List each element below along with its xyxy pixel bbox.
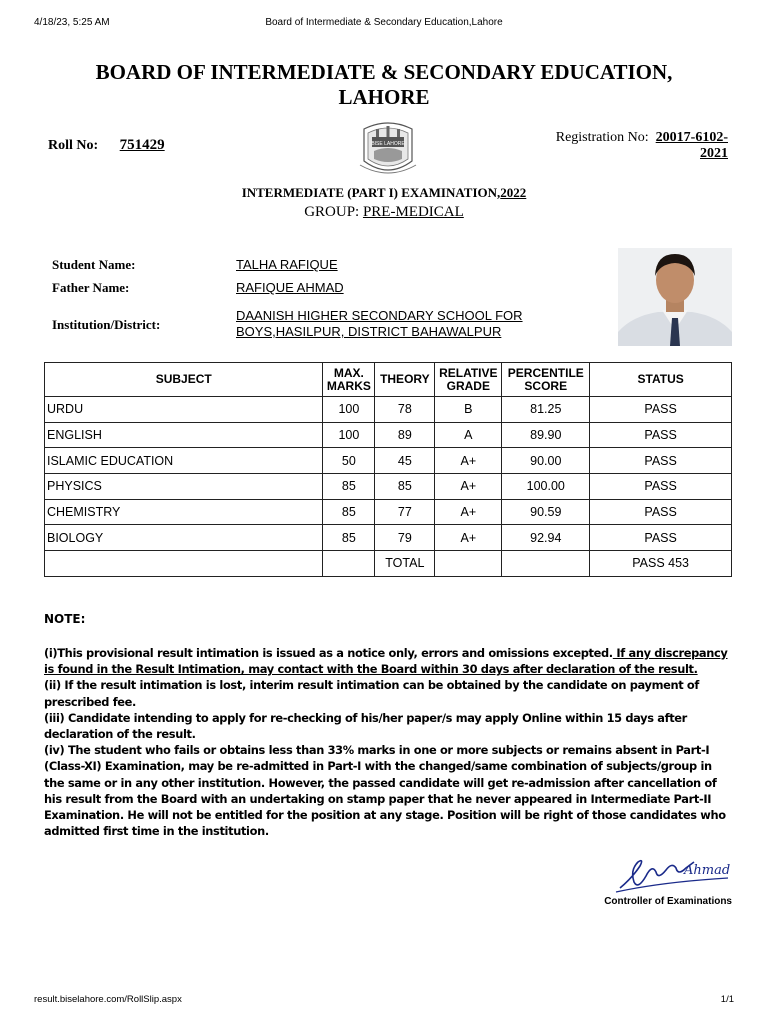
exam-title — [0, 185, 768, 201]
header-status: STATUS — [590, 363, 732, 397]
cell-percentile: 90.00 — [502, 448, 590, 474]
controller-signature — [612, 848, 732, 898]
cell-theory: 45 — [375, 448, 435, 474]
cell-empty — [45, 551, 323, 577]
cell-empty — [323, 551, 375, 577]
note-2: (ii) If the result intimation is lost, interim result intimation can be obtained by the candidate on payment of prescribed fee. — [44, 678, 700, 709]
header-subject: SUBJECT — [45, 363, 323, 397]
exam-group — [0, 204, 768, 221]
student-name-label: Student Name: — [52, 257, 136, 272]
controller-title: Controller of Examinations — [604, 896, 732, 907]
cell-theory: 78 — [375, 397, 435, 423]
cell-grade: B — [435, 397, 502, 423]
group-value: PRE-MEDICAL — [362, 204, 464, 220]
cell-max-marks: 50 — [323, 448, 375, 474]
cell-theory: 89 — [375, 422, 435, 448]
print-date: 4/18/23, 5:25 AM — [34, 17, 110, 28]
footer-page-number: 1/1 — [720, 994, 734, 1005]
footer-url: result.biselahore.com/RollSlip.aspx — [34, 994, 182, 1005]
table-header-row — [45, 363, 732, 397]
roll-number — [48, 137, 165, 154]
exam-name: INTERMEDIATE (PART I) EXAMINATION, — [241, 185, 501, 200]
note-1-text: (i)This provisional result intimation is issued as a notice only, errors and omissions excepted. — [44, 646, 613, 660]
board-logo — [358, 115, 418, 181]
group-label: GROUP: — [304, 204, 360, 220]
cell-max-marks: 100 — [323, 397, 375, 423]
notes-body — [44, 645, 734, 839]
cell-subject: URDU — [45, 397, 323, 423]
board-title — [40, 60, 728, 110]
note-4: (iv) The student who fails or obtains less than 33% marks in one or more subjects or remains absent in Part-I (Class-XI) Examination, may be re-admitted in Part-I with the changed/same combination of subjects/group in the same or in any other institution. However, the passed candidate will get re-admission after cancellation of his result from the Board with an undertaking on stamp paper that he never appeared in Intermediate Part-II Examination. He will not be entitled for the position at any stage. Position will be right of those candidates who admitted first time in the institution. — [44, 743, 726, 839]
board-title-line1: BOARD OF INTERMEDIATE & SECONDARY EDUCATION, — [95, 60, 673, 84]
table-row — [45, 474, 732, 500]
registration-value-line2: 2021 — [700, 146, 728, 161]
registration-label: Registration No: — [555, 130, 649, 145]
cell-theory: 79 — [375, 525, 435, 551]
cell-status: PASS — [590, 525, 732, 551]
cell-grade: A+ — [435, 499, 502, 525]
cell-subject: PHYSICS — [45, 474, 323, 500]
cell-max-marks: 85 — [323, 474, 375, 500]
registration-value-line1: 20017-6102- — [655, 130, 728, 145]
student-name: TALHA RAFIQUE — [236, 257, 338, 272]
header-percentile-score: PERCENTILE SCORE — [502, 363, 590, 397]
cell-status: PASS — [590, 499, 732, 525]
father-name: RAFIQUE AHMAD — [236, 280, 344, 295]
result-table — [44, 362, 732, 577]
institution-value — [236, 308, 523, 340]
cell-subject: BIOLOGY — [45, 525, 323, 551]
cell-percentile: 100.00 — [502, 474, 590, 500]
cell-percentile: 89.90 — [502, 422, 590, 448]
print-page-title: Board of Intermediate & Secondary Education,Lahore — [265, 17, 503, 28]
cell-grade: A+ — [435, 448, 502, 474]
roll-label: Roll No: — [48, 138, 99, 153]
header-relative-grade: RELATIVE GRADE — [435, 363, 502, 397]
institution-line2: BOYS,HASILPUR, DISTRICT BAHAWALPUR — [236, 324, 502, 339]
cell-status: PASS — [590, 474, 732, 500]
board-title-line2: LAHORE — [338, 85, 430, 109]
table-row — [45, 397, 732, 423]
exam-year: 2022 — [500, 185, 527, 200]
cell-empty — [502, 551, 590, 577]
cell-grade: A+ — [435, 525, 502, 551]
note-3: (iii) Candidate intending to apply for re-checking of his/her paper/s may apply Online within 15 days after declaration of the result. — [44, 710, 687, 742]
logo-text: BISE LAHORE — [371, 141, 405, 147]
cell-theory: 85 — [375, 474, 435, 500]
cell-grade: A — [435, 422, 502, 448]
cell-theory: 77 — [375, 499, 435, 525]
table-total-row — [45, 551, 732, 577]
roll-value: 751429 — [119, 137, 165, 153]
note-heading: NOTE: — [44, 612, 86, 626]
cell-empty — [435, 551, 502, 577]
cell-status: PASS — [590, 422, 732, 448]
institution-label: Institution/District: — [52, 317, 161, 332]
cell-percentile: 81.25 — [502, 397, 590, 423]
note-1 — [44, 645, 734, 677]
student-photo — [618, 248, 732, 346]
table-row — [45, 499, 732, 525]
cell-subject: ISLAMIC EDUCATION — [45, 448, 323, 474]
note-1-underlined: If any discrepancy is found in the Result Intimation, may contact with the Board within 30 days after declaration of the result. — [44, 646, 728, 677]
cell-max-marks: 85 — [323, 499, 375, 525]
cell-percentile: 90.59 — [502, 499, 590, 525]
cell-status: PASS — [590, 397, 732, 423]
table-row — [45, 448, 732, 474]
cell-grade: A+ — [435, 474, 502, 500]
institution-line1: DAANISH HIGHER SECONDARY SCHOOL FOR — [236, 308, 523, 323]
father-name-label: Father Name: — [52, 280, 130, 295]
cell-max-marks: 85 — [323, 525, 375, 551]
table-row — [45, 422, 732, 448]
table-row — [45, 525, 732, 551]
total-value: PASS 453 — [590, 551, 732, 577]
cell-subject: ENGLISH — [45, 422, 323, 448]
registration-number — [538, 130, 728, 162]
total-label: TOTAL — [375, 551, 435, 577]
cell-subject: CHEMISTRY — [45, 499, 323, 525]
cell-max-marks: 100 — [323, 422, 375, 448]
header-max-marks: MAX. MARKS — [323, 363, 375, 397]
header-theory: THEORY — [375, 363, 435, 397]
cell-percentile: 92.94 — [502, 525, 590, 551]
cell-status: PASS — [590, 448, 732, 474]
signature-text: Ahmad — [684, 863, 731, 878]
